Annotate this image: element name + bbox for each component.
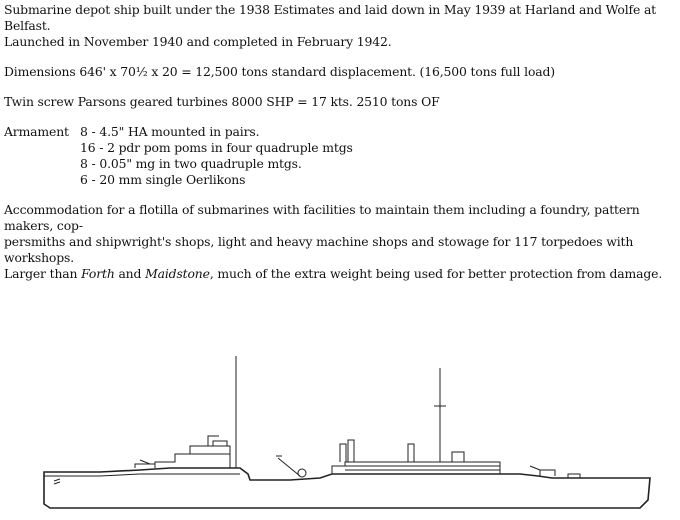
midship-crane <box>278 458 300 476</box>
armament-item: 6 - 20 mm single Oerlikons <box>80 172 246 187</box>
aft-gun-mount <box>540 470 555 476</box>
armament-label: Armament <box>4 124 69 139</box>
ship-name-maidstone: Maidstone <box>145 266 210 281</box>
forward-platform <box>213 441 227 446</box>
accommodation-paragraph <box>4 202 676 282</box>
aft-funnel-3 <box>408 444 414 462</box>
deck-line <box>44 474 240 476</box>
dimensions-paragraph: Dimensions 646' x 70½ x 20 = 12,500 tons standard displacement. (16,500 tons full load) <box>4 64 555 79</box>
forward-superstructure <box>155 446 230 468</box>
armament-item: 8 - 4.5" HA mounted in pairs. <box>80 124 260 139</box>
accommodation-line-3: Larger than Forth and Maidstone, much of the extra weight being used for better protection from damage. <box>4 266 663 281</box>
machinery-paragraph: Twin screw Parsons geared turbines 8000 SHP = 17 kts. 2510 tons OF <box>4 94 440 109</box>
bow-scroll <box>54 479 60 484</box>
armament-list <box>80 124 676 188</box>
aft-superstructure-base <box>332 462 500 474</box>
forward-gun <box>135 464 155 468</box>
ship-name-forth: Forth <box>81 266 115 281</box>
armament-section <box>4 124 676 188</box>
ship-description <box>4 2 676 282</box>
intro-line-2: Launched in November 1940 and completed in February 1942. <box>4 34 392 49</box>
aft-gun-barrel <box>530 466 540 470</box>
armament-item: 16 - 2 pdr pom poms in four quadruple mtgs <box>80 140 353 155</box>
accommodation-line-2: persmiths and shipwright's shops, light and heavy machine shops and stowage for 117 torpedoes with workshops. <box>4 234 634 265</box>
accommodation-line-1: Accommodation for a flotilla of submarines with facilities to maintain them including a foundry, pattern makers, cop- <box>4 202 640 233</box>
intro-paragraph <box>4 2 676 50</box>
armament-item: 8 - 0.05" mg in two quadruple mtgs. <box>80 156 302 171</box>
ship-profile-drawing <box>0 340 680 520</box>
intro-line-1: Submarine depot ship built under the 1938 Estimates and laid down in May 1939 at Harland and Wolfe at Belfast. <box>4 2 657 33</box>
forward-gun-barrel <box>140 460 150 464</box>
aft-funnel-2 <box>348 440 354 462</box>
aft-funnel-1 <box>340 444 346 462</box>
aft-funnel-4 <box>452 452 464 462</box>
crane-winch <box>298 469 306 477</box>
